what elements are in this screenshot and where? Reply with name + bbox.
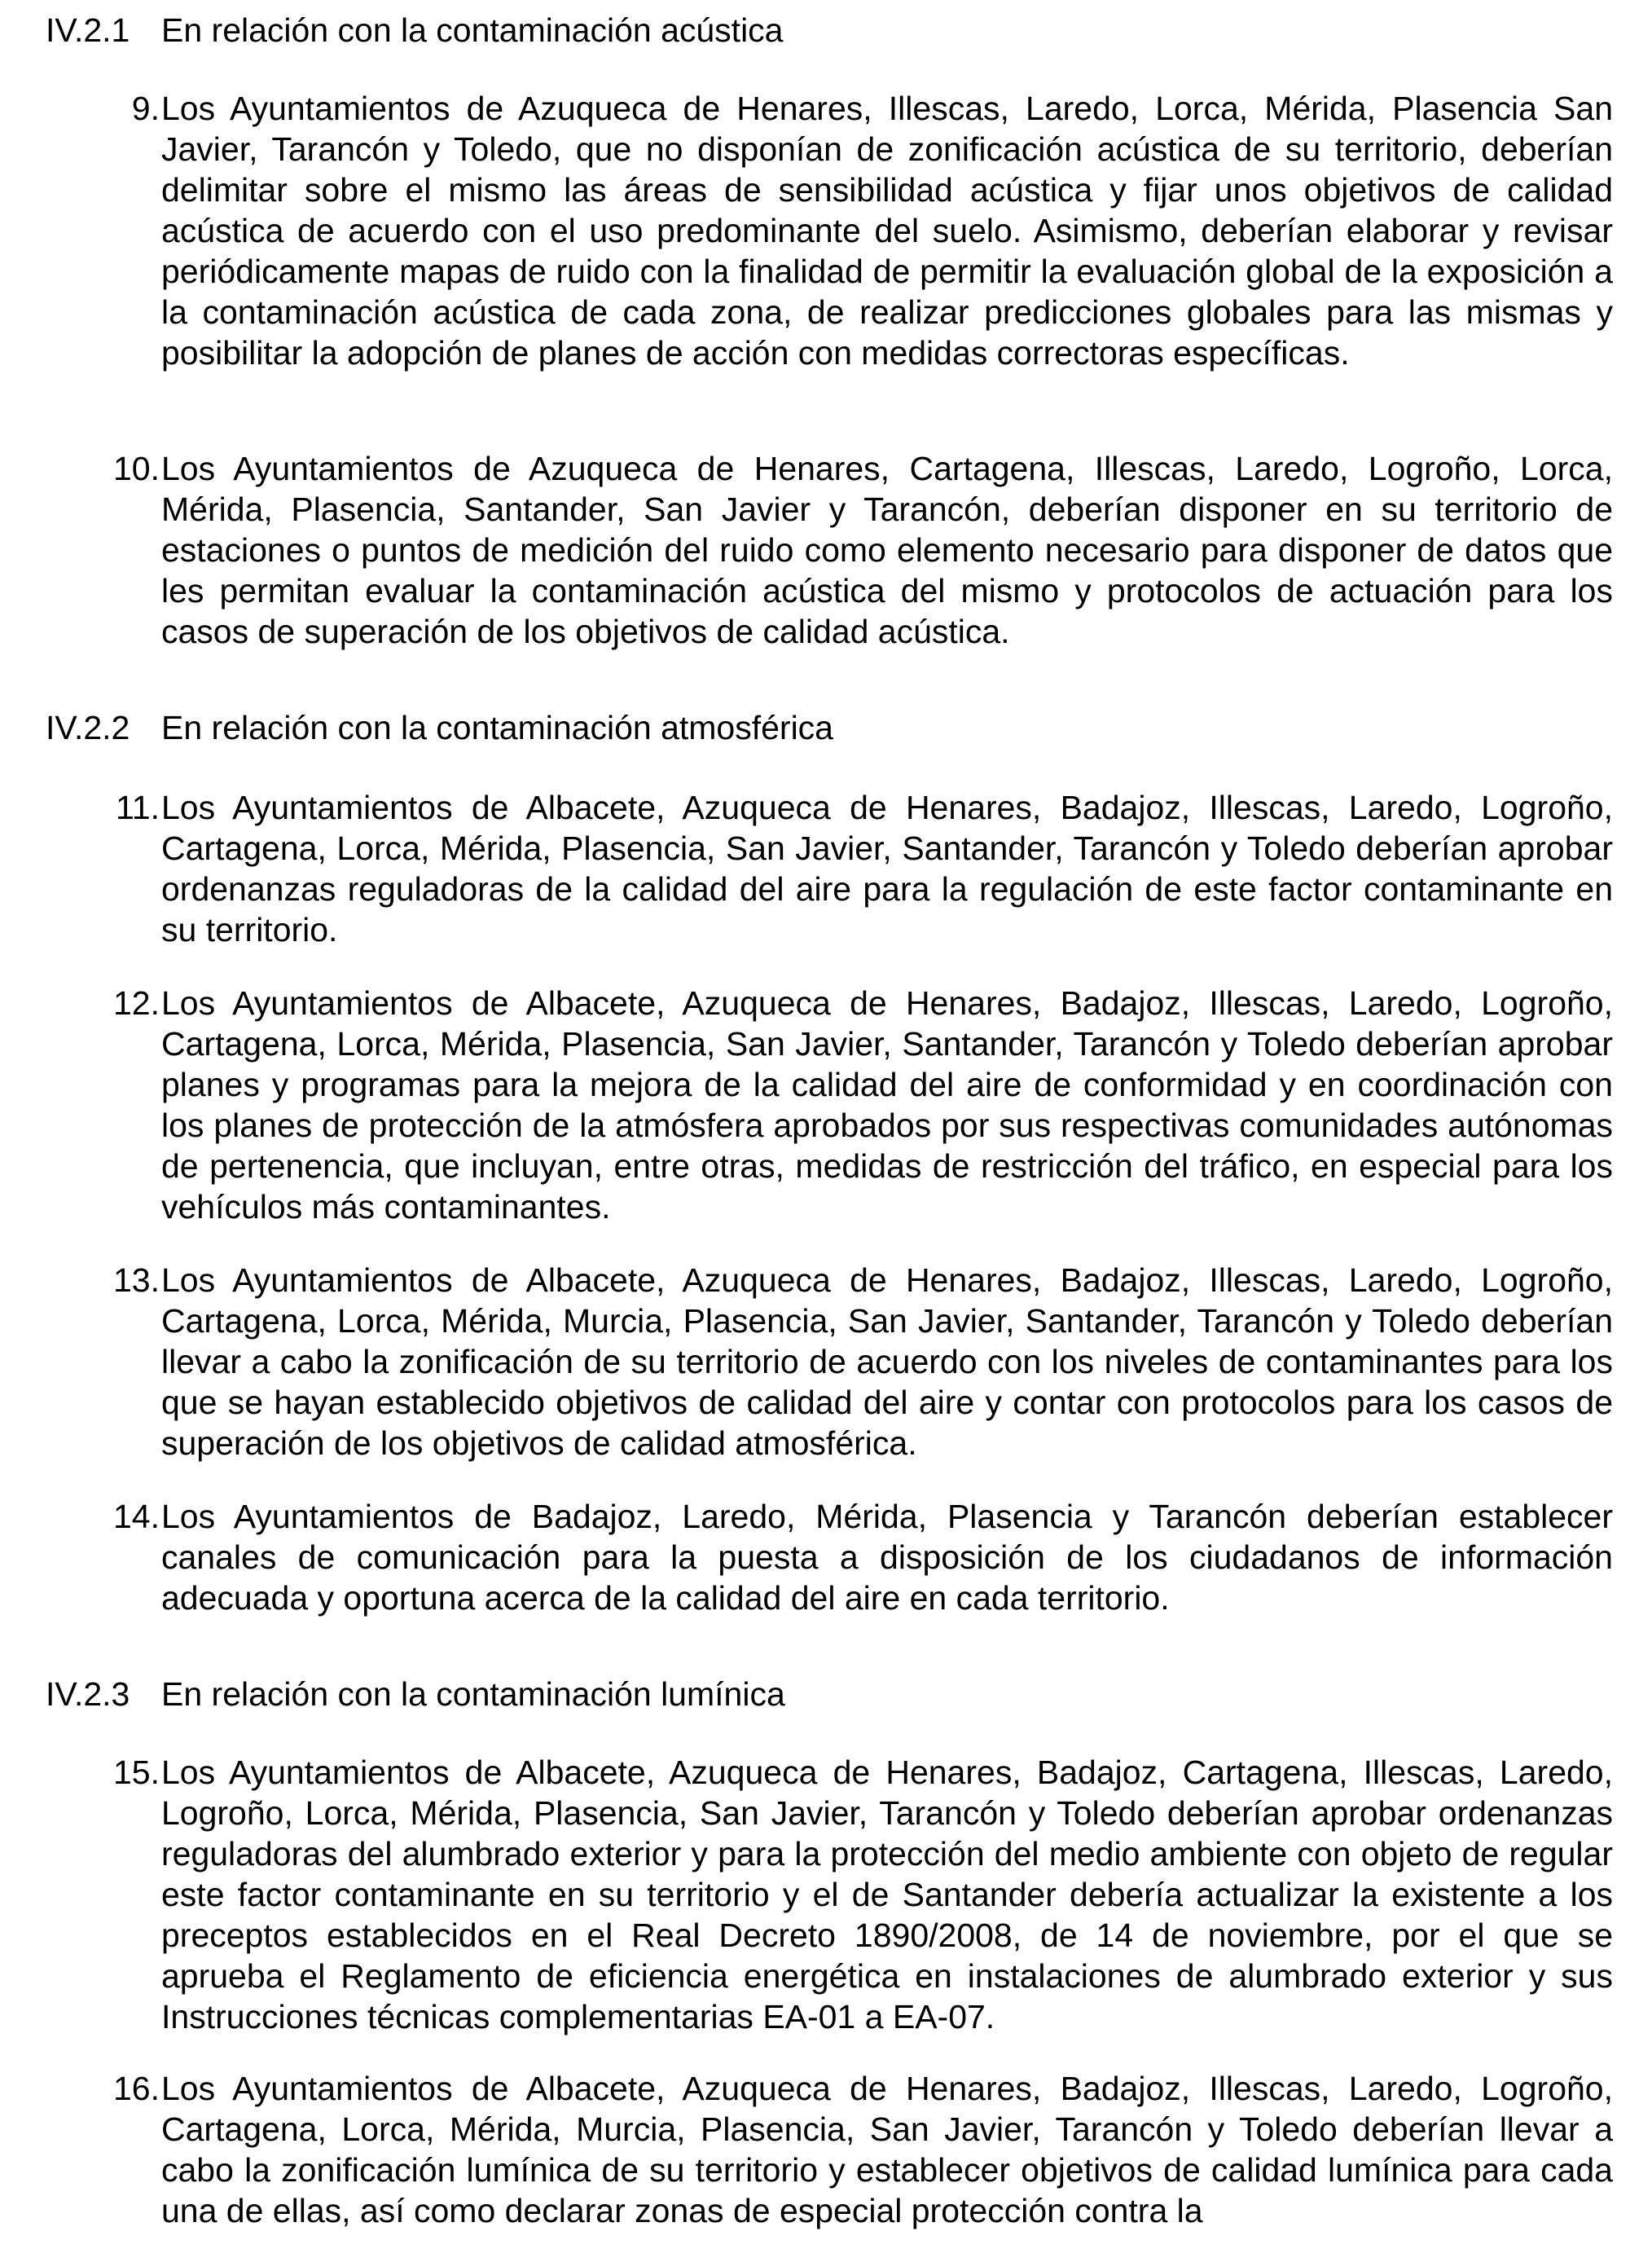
item-number: 11.	[116, 789, 160, 826]
item-text: Los Ayuntamientos de Azuqueca de Henares, Illescas, Laredo, Lorca, Mérida, Plasencia San Javier, Tarancón y Toledo, que no disponían de zonificación acústica de su territorio, deberían delimitar sobre el mismo las áreas de sensibilidad acústica y fijar unos objetivos de calidad acústica de acuerdo con el uso predominante del suelo. Asimismo, deberían elaborar y revisar periódicamente mapas de ruido con la finalidad de permitir la evaluación global de la exposición a la contaminación acústica de cada zona, de realizar predicciones globales para las mismas y posibilitar la adopción de planes de acción con medidas correctoras específicas.	[161, 90, 1613, 372]
item-number: 16.	[113, 2070, 160, 2107]
section-title: En relación con la contaminación acústica	[161, 11, 784, 49]
recommendation-item-13	[94, 1260, 1613, 1463]
item-number: 13.	[113, 1261, 160, 1299]
recommendation-item-11	[94, 787, 1613, 950]
section-title: En relación con la contaminación lumínica	[161, 1675, 785, 1713]
item-text: Los Ayuntamientos de Albacete, Azuqueca de Henares, Badajoz, Cartagena, Illescas, Laredo, Logroño, Lorca, Mérida, Plasencia, San Javier, Tarancón y Toledo deberían aprobar ordenanzas reguladoras del alumbrado exterior y para la protección del medio ambiente con objeto de regular este factor contaminante en su territorio y el de Santander debería actualizar la existente a los preceptos establecidos en el Real Decreto 1890/2008, de 14 de noviembre, por el que se aprueba el Reglamento de eficiencia energética en instalaciones de alumbrado exterior y sus Instrucciones técnicas complementarias EA-01 a EA-07.	[161, 1754, 1613, 2035]
item-text: Los Ayuntamientos de Albacete, Azuqueca de Henares, Badajoz, Illescas, Laredo, Logroño, Cartagena, Lorca, Mérida, Murcia, Plasencia, San Javier, Santander, Tarancón y Toledo deberían llevar a cabo la zonificación de su territorio de acuerdo con los niveles de contaminantes para los que se hayan establecido objetivos de calidad del aire y contar con protocolos para los casos de superación de los objetivos de calidad atmosférica.	[161, 1261, 1613, 1462]
section-number: IV.2.1	[46, 11, 130, 49]
item-text: Los Ayuntamientos de Albacete, Azuqueca de Henares, Badajoz, Illescas, Laredo, Logroño, Cartagena, Lorca, Mérida, Plasencia, San Javier, Santander, Tarancón y Toledo deberían aprobar planes y programas para la mejora de la calidad del aire de conformidad y en coordinación con los planes de protección de la atmósfera aprobados por sus respectivas comunidades autónomas de pertenencia, que incluyan, entre otras, medidas de restricción del tráfico, en especial para los vehículos más contaminantes.	[161, 984, 1613, 1226]
recommendation-item-10	[94, 448, 1613, 652]
recommendation-item-14	[94, 1496, 1613, 1618]
recommendation-item-15	[94, 1752, 1613, 2037]
section-number: IV.2.3	[46, 1675, 130, 1713]
item-text: Los Ayuntamientos de Badajoz, Laredo, Mérida, Plasencia y Tarancón deberían establecer canales de comunicación para la puesta a disposición de los ciudadanos de información adecuada y oportuna acerca de la calidad del aire en cada territorio.	[161, 1498, 1613, 1617]
section-heading-luminica	[46, 1674, 1626, 1714]
item-text: Los Ayuntamientos de Albacete, Azuqueca de Henares, Badajoz, Illescas, Laredo, Logroño, Cartagena, Lorca, Mérida, Plasencia, San Javier, Santander, Tarancón y Toledo deberían aprobar ordenanzas reguladoras de la calidad del aire para la regulación de este factor contaminante en su territorio.	[161, 789, 1613, 948]
item-number: 9.	[131, 90, 160, 127]
item-text: Los Ayuntamientos de Azuqueca de Henares, Cartagena, Illescas, Laredo, Logroño, Lorca, Mérida, Plasencia, Santander, San Javier y Tarancón, deberían disponer en su territorio de estaciones o puntos de medición del ruido como elemento necesario para disponer de datos que les permitan evaluar la contaminación acústica del mismo y protocolos de actuación para los casos de superación de los objetivos de calidad acústica.	[161, 450, 1613, 650]
item-number: 12.	[113, 984, 160, 1022]
section-title: En relación con la contaminación atmosférica	[161, 709, 833, 746]
section-heading-acustica	[46, 10, 1626, 51]
item-number: 10.	[113, 450, 160, 487]
section-heading-atmosferica	[46, 707, 1626, 748]
item-text: Los Ayuntamientos de Albacete, Azuqueca de Henares, Badajoz, Illescas, Laredo, Logroño, Cartagena, Lorca, Mérida, Murcia, Plasencia, San Javier, Tarancón y Toledo deberían llevar a cabo la zonificación lumínica de su territorio y establecer objetivos de calidad lumínica para cada una de ellas, así como declarar zonas de especial protección contra la	[161, 2070, 1613, 2229]
section-number: IV.2.2	[46, 709, 130, 746]
item-number: 15.	[113, 1754, 160, 1791]
recommendation-item-16	[94, 2068, 1613, 2231]
item-number: 14.	[113, 1498, 160, 1535]
recommendation-item-12	[94, 983, 1613, 1227]
recommendation-item-9	[94, 88, 1613, 373]
